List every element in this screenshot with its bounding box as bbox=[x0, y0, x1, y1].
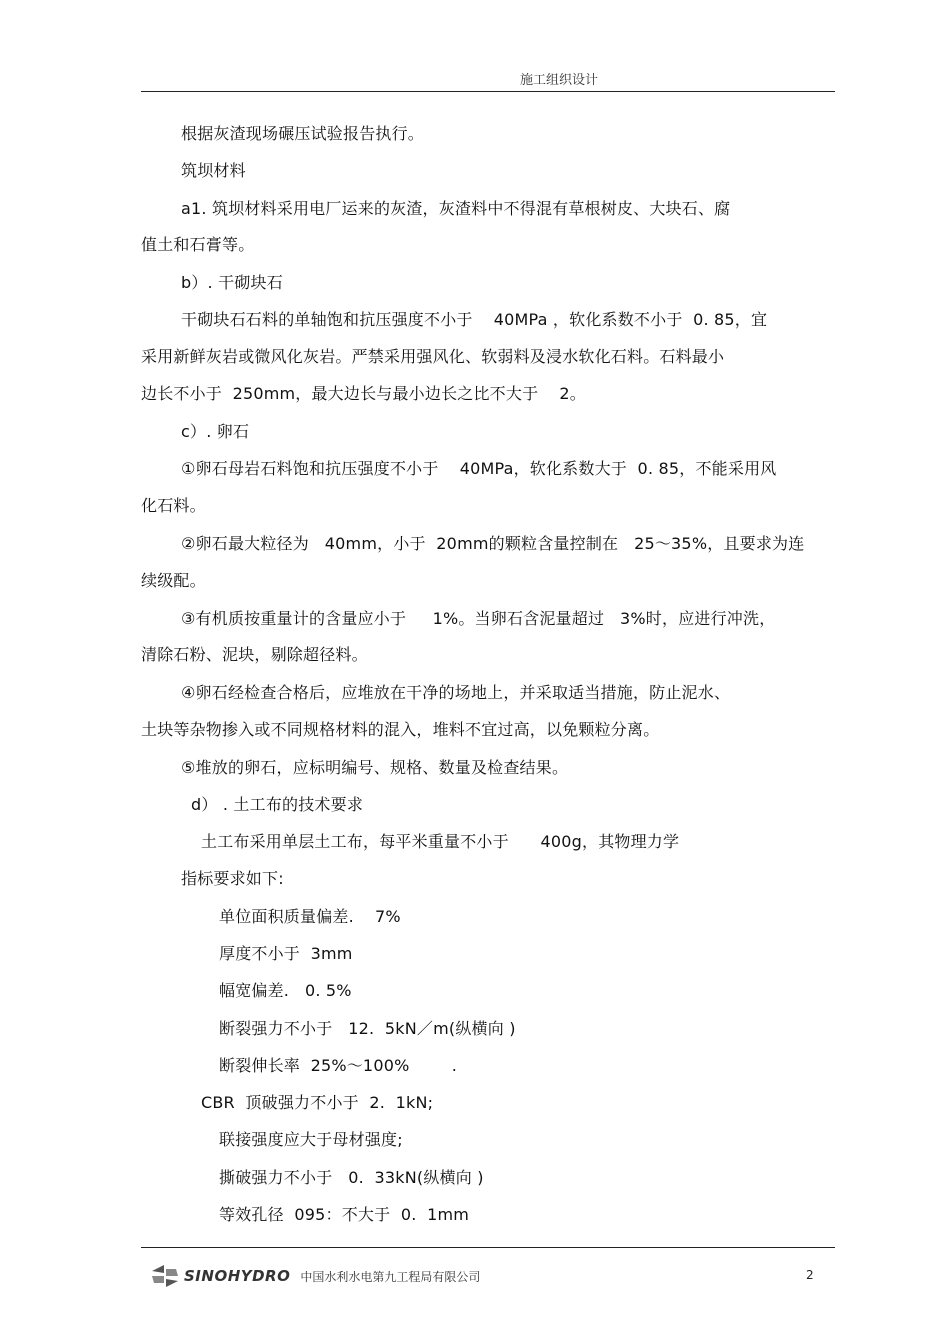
body-line: 清除石粉、泥块，剔除超径料。 bbox=[141, 645, 368, 664]
footer-divider bbox=[141, 1247, 835, 1248]
spec-item: 等效孔径 095：不大于 0. 1mm bbox=[219, 1205, 470, 1224]
body-line: 续级配。 bbox=[141, 571, 206, 590]
body-line: 土块等杂物掺入或不同规格材料的混入，堆料不宜过高，以免颗粒分离。 bbox=[141, 720, 660, 739]
spec-item: 厚度不小于 3mm bbox=[219, 944, 353, 963]
sinohydro-logo bbox=[150, 1263, 290, 1289]
body-line: ②卵石最大粒径为 40mm，小于 20mm的颗粒含量控制在 25～35%，且要求为连 bbox=[181, 534, 805, 553]
body-line: 边长不小于 250mm，最大边长与最小边长之比不大于 2。 bbox=[141, 384, 587, 403]
spec-item: 单位面积质量偏差. 7% bbox=[219, 907, 401, 926]
body-line: 化石料。 bbox=[141, 496, 206, 515]
spec-item: 联接强度应大于母材强度; bbox=[219, 1130, 403, 1149]
spec-item: 断裂伸长率 25%～100% . bbox=[219, 1056, 458, 1075]
spec-item: 撕破强力不小于 0. 33kN(纵横向 ) bbox=[219, 1168, 484, 1187]
body-line: 根据灰渣现场碾压试验报告执行。 bbox=[181, 124, 425, 143]
sinohydro-logo-icon bbox=[150, 1263, 180, 1289]
body-line: ③有机质按重量计的含量应小于 1%。当卵石含泥量超过 3%时，应进行冲洗， bbox=[181, 609, 776, 628]
page-number: 2 bbox=[806, 1268, 814, 1282]
body-line: 指标要求如下: bbox=[181, 869, 284, 888]
spec-item: CBR 顶破强力不小于 2. 1kN; bbox=[201, 1093, 434, 1112]
header-divider bbox=[141, 91, 835, 92]
page-footer bbox=[150, 1262, 480, 1290]
page-header-title: 施工组织设计 bbox=[520, 73, 599, 88]
spec-item: 断裂强力不小于 12. 5kN／m(纵横向 ) bbox=[219, 1019, 516, 1038]
section-heading: c）. 卵石 bbox=[181, 422, 250, 441]
body-line: 干砌块石石料的单轴饱和抗压强度不小于 40MPa ，软化系数不小于 0. 85，宜 bbox=[181, 310, 768, 329]
spec-item: 幅宽偏差. 0. 5% bbox=[219, 981, 352, 1000]
body-line: ①卵石母岩石料饱和抗压强度不小于 40MPa，软化系数大于 0. 85，不能采用风 bbox=[181, 459, 777, 478]
section-heading: b）. 干砌块石 bbox=[181, 273, 283, 292]
body-line: 土工布采用单层土工布，每平米重量不小于 400g，其物理力学 bbox=[201, 832, 680, 851]
body-line: a1. 筑坝材料采用电厂运来的灰渣，灰渣料中不得混有草根树皮、大块石、腐 bbox=[181, 199, 731, 218]
body-line: 采用新鲜灰岩或微风化灰岩。严禁采用强风化、软弱料及浸水软化石料。石料最小 bbox=[141, 347, 725, 366]
logo-text: SINOHYDRO bbox=[184, 1267, 291, 1285]
body-line: 值土和石膏等。 bbox=[141, 235, 255, 254]
body-line: ④卵石经检查合格后，应堆放在干净的场地上，并采取适当措施，防止泥水、 bbox=[181, 683, 731, 702]
section-heading: d） . 土工布的技术要求 bbox=[191, 795, 364, 814]
body-line: ⑤堆放的卵石，应标明编号、规格、数量及检查结果。 bbox=[181, 758, 569, 777]
section-heading: 筑坝材料 bbox=[181, 161, 246, 180]
company-name: 中国水利水电第九工程局有限公司 bbox=[300, 1269, 481, 1284]
